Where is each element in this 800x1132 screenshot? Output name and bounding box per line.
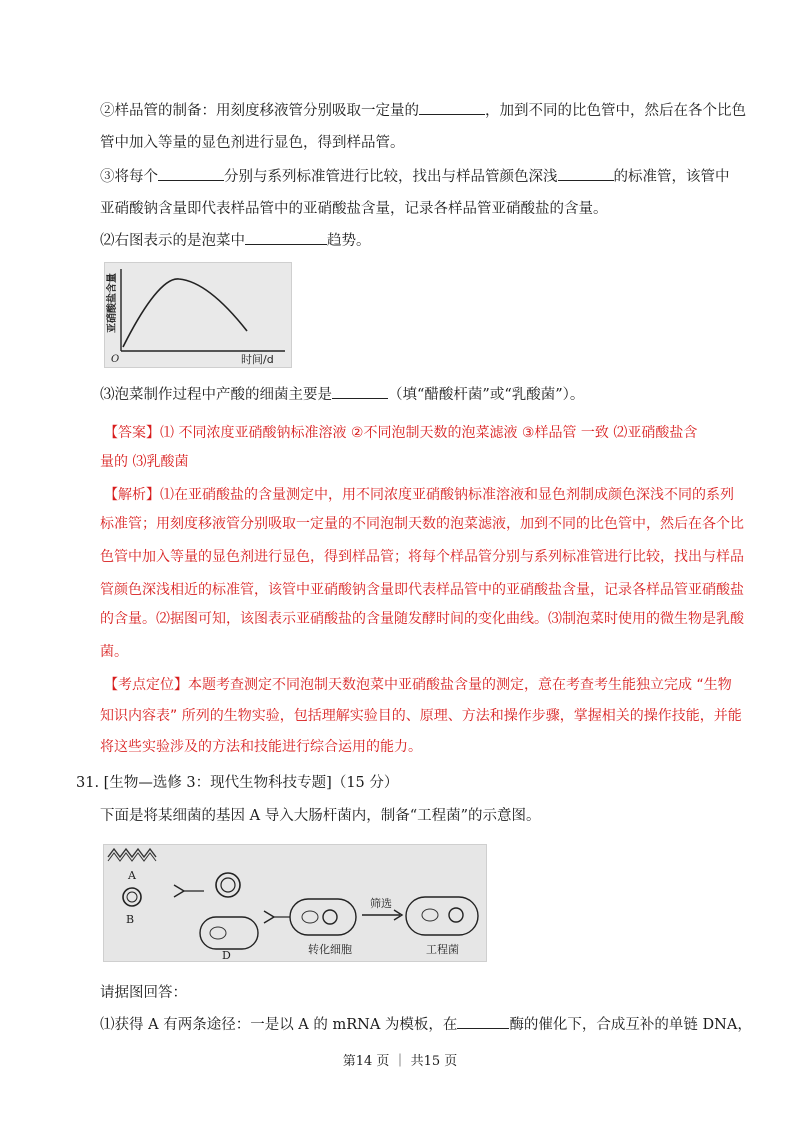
question-31-prompt: 请据图回答： <box>100 985 187 1001</box>
label-b: B <box>126 913 135 926</box>
host-cell-d <box>200 917 258 949</box>
analysis-line-6: 菌。 <box>100 644 128 660</box>
arrow-icon <box>174 885 184 897</box>
paragraph-compare-cont <box>100 199 608 219</box>
exam-point-line-3: 将这些实验涉及的方法和技能进行综合运用的能力。 <box>100 739 422 755</box>
text: （填“醋酸杆菌”或“乳酸菌”）。 <box>388 387 585 403</box>
analysis-line-3: 色管中加入等量的显色剂进行显色，得到样品管；将每个样品管分别与系列标准管进行比较，找出与样品 <box>100 549 744 565</box>
x-axis-label: 时间/d <box>241 353 274 366</box>
page-footer: 第14 页 ｜ 共15 页 <box>342 1054 458 1069</box>
text: 趋势。 <box>327 233 371 249</box>
text: ，加到不同的比色管中，然后在各个比色 <box>485 103 746 119</box>
text: ⑵右图表示的是泡菜中 <box>100 233 245 249</box>
text: ②样品管的制备：用刻度移液管分别吸取一定量的 <box>100 103 419 119</box>
text: 的标准管，该管中 <box>613 169 730 185</box>
exam-point-line-2: 知识内容表” 所列的生物实验，包括理解实验目的、原理、方法和操作步骤，掌握相关的操作技能，并能 <box>100 708 742 724</box>
paragraph-sample-prep <box>100 100 746 121</box>
engineered-bacteria-diagram <box>103 844 487 962</box>
text: ⑴获得 A 有两条途径：一是以 A 的 mRNA 为模板，在 <box>100 1017 458 1033</box>
text: 管中加入等量的显色剂进行显色，得到样品管。 <box>100 135 405 151</box>
label-d: D <box>222 949 231 961</box>
text: ⑶泡菜制作过程中产酸的细菌主要是 <box>100 387 332 403</box>
answer-blank <box>158 166 224 181</box>
text: ③将每个 <box>100 169 158 185</box>
recombinant-plasmid <box>216 873 240 897</box>
answer-blank <box>558 166 614 181</box>
analysis-line-1: 【解析】⑴在亚硝酸盐的含量测定中，用不同浓度亚硝酸钠标准溶液和显色剂制成颜色深浅不同的系列 <box>104 487 734 503</box>
answer-blank <box>419 100 485 115</box>
question-31-part-1 <box>100 1014 752 1035</box>
label-transformed: 转化细胞 <box>308 943 352 956</box>
paragraph-bacteria-question <box>100 384 584 405</box>
answer-line-2: 量的 ⑶乳酸菌 <box>100 454 189 470</box>
origin-label: O <box>111 354 120 365</box>
answer-line-1: 【答案】⑴ 不同浓度亚硝酸钠标准溶液 ②不同泡制天数的泡菜滤液 ③样品管 一致 ⑵亚硝酸盐含 <box>104 425 698 441</box>
analysis-line-2: 标准管；用刻度移液管分别吸取一定量的不同泡制天数的泡菜滤液，加到不同的比色管中，然后在各个比 <box>100 516 744 532</box>
analysis-line-4: 管颜色深浅相近的标准管，该管中亚硝酸钠含量即代表样品管中的亚硝酸盐含量，记录各样品管亚硝酸盐 <box>100 582 744 598</box>
label-select: 筛选 <box>370 897 392 910</box>
paragraph-figure-question <box>100 230 371 251</box>
arrow-icon <box>264 911 274 923</box>
text: 亚硝酸钠含量即代表样品管中的亚硝酸盐含量，记录各样品管亚硝酸盐的含量。 <box>100 201 608 217</box>
analysis-line-5: 的含量。⑵据图可知，该图表示亚硝酸盐的含量随发酵时间的变化曲线。⑶制泡菜时使用的微生物是乳酸 <box>100 611 744 627</box>
label-a: A <box>128 869 136 882</box>
label-engineered: 工程菌 <box>426 943 459 956</box>
text: 分别与系列标准管进行比较，找出与样品管颜色深浅 <box>224 169 558 185</box>
question-31-title: 31. [生物—选修 3：现代生物科技专题]（15 分） <box>76 775 399 791</box>
paragraph-compare <box>100 166 730 187</box>
answer-blank <box>457 1014 509 1029</box>
question-31-intro: 下面是将某细菌的基因 A 导入大肠杆菌内，制备“工程菌”的示意图。 <box>100 808 541 824</box>
answer-blank <box>332 384 388 399</box>
dna-strand <box>108 849 156 857</box>
nitrite-trend-figure <box>104 262 292 368</box>
engineered-bacterium <box>406 897 478 935</box>
plasmid-b <box>123 888 141 906</box>
answer-blank <box>245 230 327 245</box>
paragraph-sample-prep-cont <box>100 133 405 153</box>
text: 酶的催化下，合成互补的单链 DNA， <box>509 1017 752 1033</box>
y-axis-label: 亚硝酸盐含量 <box>107 273 118 333</box>
nitrite-curve <box>123 279 247 347</box>
exam-point-line-1: 【考点定位】本题考查测定不同泡制天数泡菜中亚硝酸盐含量的测定，意在考查考生能独立完成 “生物 <box>104 677 732 693</box>
